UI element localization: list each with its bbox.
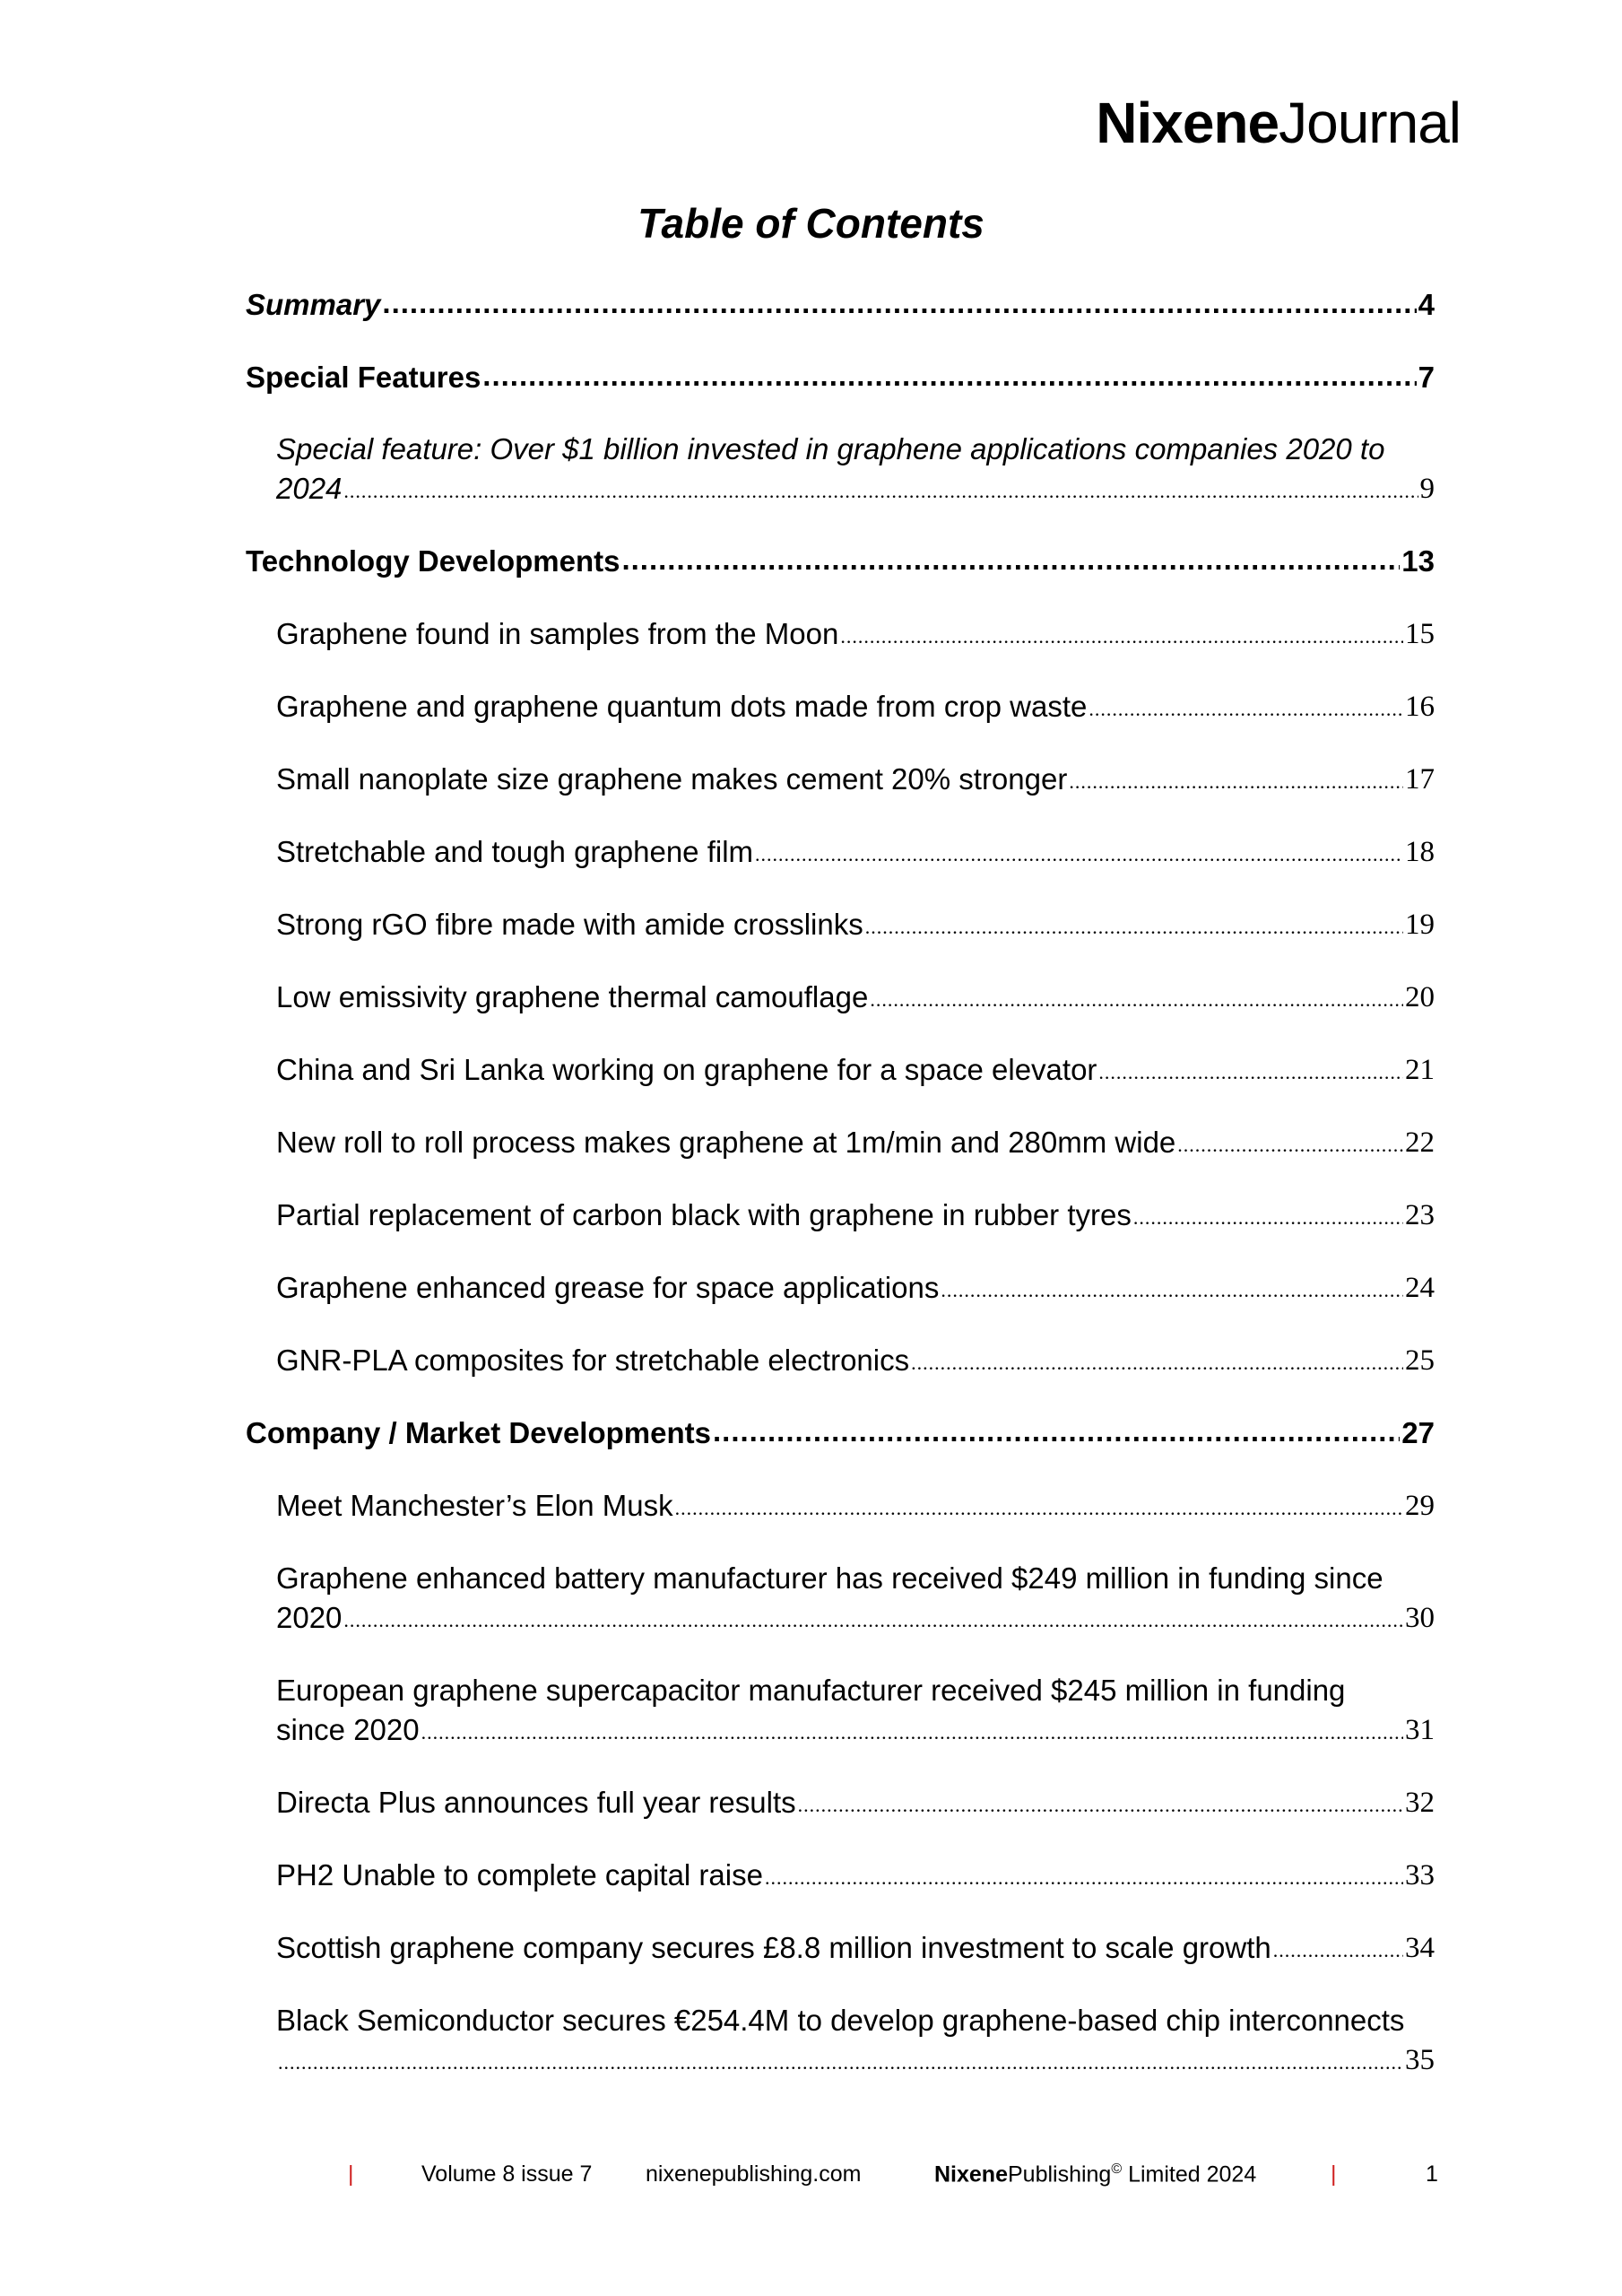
toc-page: 13 [1401,544,1435,578]
toc-entry-summary[interactable] [246,285,1435,325]
toc-page: 33 [1405,1859,1435,1892]
footer-separator-right: | [1331,2161,1337,2187]
toc-page: 16 [1405,691,1435,723]
toc-page: 25 [1405,1344,1435,1377]
toc-label: Graphene enhanced grease for space applications [276,1271,940,1304]
toc-page: 21 [1405,1054,1435,1086]
journal-logo [1096,91,1461,155]
toc-entry-technology-item[interactable] [276,905,1435,944]
footer-page-number: 1 [1426,2161,1438,2187]
toc-entry-technology-item[interactable] [276,760,1435,799]
page-title: Table of Contents [638,200,984,247]
leader-dots [911,1353,1403,1373]
toc-page: 18 [1405,836,1435,868]
toc-page: 32 [1405,1787,1435,1819]
leader-dots [840,627,1403,647]
toc-label: Directa Plus announces full year results [276,1786,796,1819]
toc-label: Low emissivity graphene thermal camouflage [276,980,869,1013]
leader-dots [1133,1208,1403,1228]
footer-publisher-tail: Limited 2024 [1122,2161,1257,2187]
toc-label: New roll to roll process makes graphene at 1m/min and 280mm wide [276,1126,1176,1159]
leader-dots [765,1868,1403,1888]
toc-entry-battery-funding[interactable] [276,1559,1435,1638]
toc-page: 29 [1405,1490,1435,1522]
leader-dots [482,361,1416,390]
toc-entry-special-features[interactable] [246,358,1435,397]
toc-page: 22 [1405,1126,1435,1159]
toc-entry-ph2[interactable] [276,1856,1435,1895]
toc-page: 27 [1401,1416,1435,1449]
toc-entry-technology-item[interactable] [276,832,1435,872]
leader-dots [713,1416,1400,1446]
leader-dots [621,544,1400,574]
toc-label-line1: Special feature: Over $1 billion invested in graphene applications companies 2020 to [276,432,1385,465]
toc-label-line1: European graphene supercapacitor manufacturer received $245 million in funding [276,1674,1346,1707]
toc-label: GNR-PLA composites for stretchable electronics [276,1344,910,1377]
leader-dots [1089,700,1403,719]
toc-label: Strong rGO fibre made with amide crosslinks [276,908,863,941]
logo-bold: Nixene [1096,91,1279,155]
toc-entry-company[interactable] [246,1413,1435,1453]
toc-page: 20 [1405,981,1435,1013]
toc-entry-technology-item[interactable] [276,687,1435,726]
toc-page: 17 [1405,763,1435,796]
toc-entry-technology-item[interactable] [276,1123,1435,1162]
toc-page: 4 [1418,288,1435,321]
footer-volume: Volume 8 issue 7 [421,2161,593,2187]
footer-separator-left: | [348,2161,354,2187]
toc-label: Meet Manchester’s Elon Musk [276,1489,673,1522]
toc-label: Partial replacement of carbon black with graphene in rubber tyres [276,1198,1132,1231]
toc-page: 23 [1405,1199,1435,1231]
toc-page: 30 [1405,1602,1435,1634]
toc-entry-technology-item[interactable] [276,614,1435,654]
toc-entry-scottish-graphene[interactable] [276,1928,1435,1968]
toc-label: Graphene found in samples from the Moon [276,617,839,650]
leader-dots [1098,1063,1403,1083]
toc-label: Small nanoplate size graphene makes cement 20% stronger [276,762,1068,796]
toc-page: 24 [1405,1272,1435,1304]
footer-publisher-rest: Publishing [1007,2161,1112,2187]
toc-entry-technology[interactable] [246,542,1435,581]
toc-entry-special-feature-investment[interactable] [276,430,1435,509]
toc-page: 31 [1405,1714,1435,1746]
footer-copyright-mark: © [1111,2161,1123,2177]
toc-entry-technology-item[interactable] [276,1268,1435,1308]
leader-dots [941,1281,1403,1300]
toc-entry-technology-item[interactable] [276,1196,1435,1235]
leader-dots [798,1796,1403,1815]
toc-label: Summary [246,288,381,321]
leader-dots [870,990,1403,1010]
toc-label: Graphene and graphene quantum dots made from crop waste [276,690,1088,723]
leader-dots [278,2053,1403,2073]
leader-dots [343,1611,1403,1631]
leader-dots [421,1723,1403,1743]
toc-page: 7 [1418,361,1435,394]
toc-entry-supercapacitor-funding[interactable] [276,1671,1435,1750]
toc-entry-technology-item[interactable] [276,978,1435,1017]
toc-entry-black-semiconductor[interactable] [276,2001,1435,2080]
toc-label: Company / Market Developments [246,1416,711,1449]
leader-dots [382,288,1416,317]
toc-label: Technology Developments [246,544,620,578]
toc-entry-directa-plus[interactable] [276,1783,1435,1822]
leader-dots [755,845,1403,865]
toc-label: Special Features [246,361,481,394]
toc-label-line2: 2020 [276,1601,343,1634]
toc-page: 9 [1419,473,1435,505]
technology-items [246,614,1435,1380]
toc-label-line1: Black Semiconductor secures €254.4M to develop graphene-based chip interconnects [276,2004,1405,2037]
toc-label-line2: 2024 [276,472,343,505]
footer-copyright [934,2161,1256,2187]
toc-label: China and Sri Lanka working on graphene for a space elevator [276,1053,1097,1086]
toc-label: Stretchable and tough graphene film [276,835,754,868]
toc-entry-manchester-elon-musk[interactable] [276,1486,1435,1526]
toc-page: 19 [1405,909,1435,941]
toc-label-line1: Graphene enhanced battery manufacturer has received $249 million in funding since [276,1561,1383,1595]
toc-page: 15 [1405,618,1435,650]
leader-dots [343,482,1418,501]
leader-dots [865,918,1403,937]
toc-label-line2: since 2020 [276,1713,420,1746]
footer-publisher-bold: Nixene [934,2161,1008,2187]
leader-dots [675,1499,1403,1518]
leader-dots [1177,1135,1403,1155]
toc-page: 34 [1405,1932,1435,1964]
toc-label: PH2 Unable to complete capital raise [276,1858,763,1892]
toc-page: 35 [1405,2044,1435,2076]
page-footer [0,2161,1622,2197]
footer-website[interactable]: nixenepublishing.com [646,2161,862,2187]
toc-entry-technology-item[interactable] [276,1050,1435,1090]
table-of-contents [246,285,1435,2080]
leader-dots [1069,772,1403,792]
toc-entry-technology-item[interactable] [276,1341,1435,1380]
toc-label: Scottish graphene company secures £8.8 million investment to scale growth [276,1931,1271,1964]
logo-light: Journal [1279,91,1461,155]
leader-dots [1273,1941,1403,1961]
